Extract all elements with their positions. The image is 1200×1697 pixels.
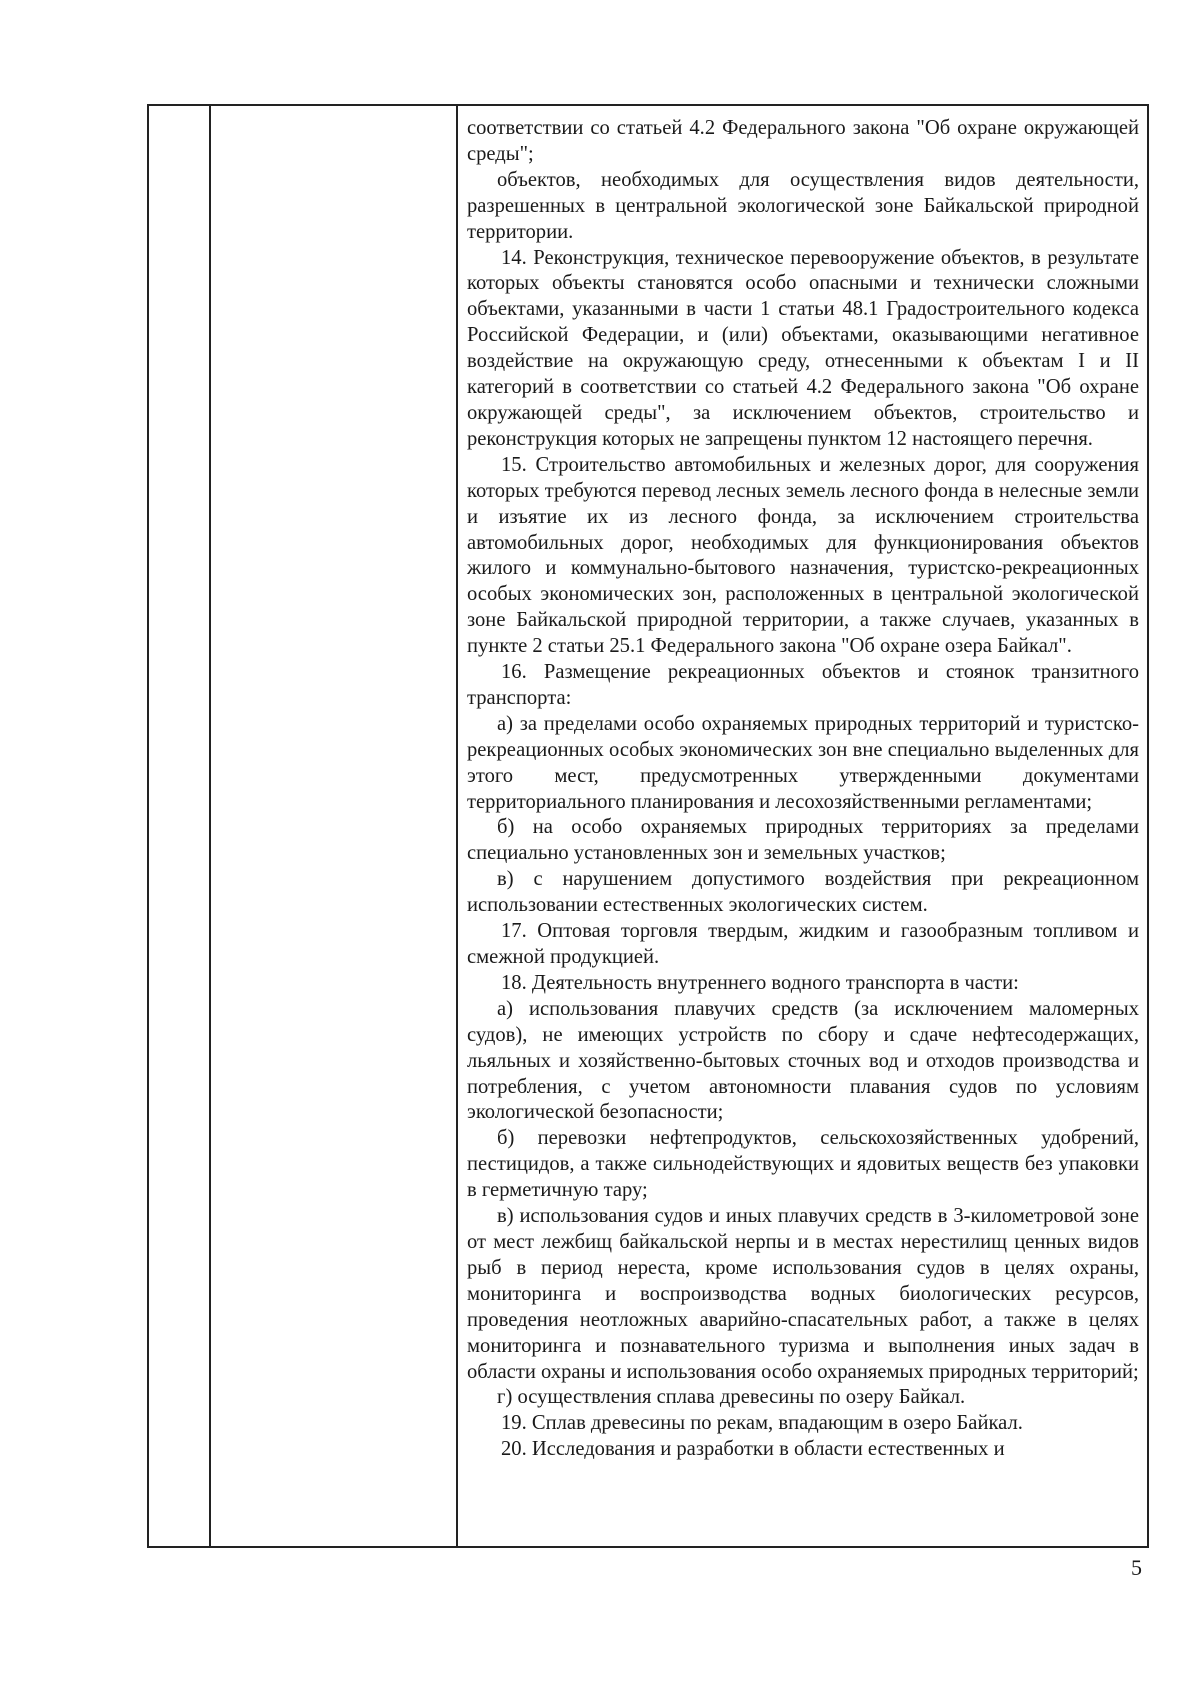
paragraph: соответствии со статьей 4.2 Федерального закона "Об охране окружающей среды";: [467, 117, 1139, 165]
paragraph: 14. Реконструкция, техническое перевооружение объектов, в результате которых объекты становятся особо опасными и технически сложными объектами, указанными в части 1 статьи 48.1 Градостроительного кодекса Российской Федерации, и (или) объектами, оказывающими негативное воздействие на окружающую среду, отнесенными к объектам I и II категорий в соответствии со статьей 4.2 Федерального закона "Об охране окружающей среды", за исключением объектов, строительство и реконструкция которых не запрещены пунктом 12 настоящего перечня.: [467, 246, 1139, 450]
table-column-divider-1: [209, 106, 211, 1546]
paragraph: 18. Деятельность внутреннего водного транспорта в части:: [501, 971, 1019, 994]
paragraph: 19. Сплав древесины по рекам, впадающим в озеро Байкал.: [501, 1412, 1023, 1435]
paragraph: б) перевозки нефтепродуктов, сельскохозяйственных удобрений, пестицидов, а также сильнодействующих и ядовитых веществ без упаковки в герметичную тару;: [467, 1127, 1139, 1202]
paragraph: а) за пределами особо охраняемых природных территорий и туристско-рекреационных особых экономических зон вне специально выделенных для этого мест, предусмотренных утвержденными документами территориального планирования и лесохозяйственными регламентами;: [467, 712, 1139, 813]
document-table: [147, 104, 1149, 1548]
page-number: 5: [1131, 1555, 1142, 1580]
paragraph: б) на особо охраняемых природных территориях за пределами специально установленных зон и земельных участков;: [467, 816, 1139, 865]
paragraph: в) с нарушением допустимого воздействия при рекреационном использовании естественных экологических систем.: [467, 868, 1139, 917]
paragraph: в) использования судов и иных плавучих средств в 3-километровой зоне от мест лежбищ байкальской нерпы и в местах нерестилищ ценных видов рыб в период нереста, кроме использования судов в целях охраны, мониторинга и воспроизводства водных биологических ресурсов, проведения неотложных аварийно-спасательных работ, а также в целях мониторинга и познавательного туризма и выполнения иных задач в области охраны и использования особо охраняемых природных территорий;: [467, 1205, 1139, 1383]
paragraph: 20. Исследования и разработки в области естественных и: [501, 1438, 1005, 1461]
paragraph: объектов, необходимых для осуществления видов деятельности, разрешенных в центральной экологической зоне Байкальской природной территории.: [467, 168, 1139, 243]
paragraph: 17. Оптовая торговля твердым, жидким и газообразным топливом и смежной продукцией.: [467, 920, 1139, 968]
paragraph: г) осуществления сплава древесины по озеру Байкал.: [497, 1386, 966, 1409]
table-text-cell: [467, 116, 1139, 1463]
paragraph: 15. Строительство автомобильных и железных дорог, для сооружения которых требуются перевод лесных земель лесного фонда в нелесные земли и изъятие их из лесного фонда, за исключением строительства автомобильных дорог, необходимых для функционирования объектов жилого и коммунально-бытового назначения, туристско-рекреационных особых экономических зон, расположенных в центральной экологической зоне Байкальской природной территории, а также случаев, указанных в пункте 2 статьи 25.1 Федерального закона "Об охране озера Байкал".: [467, 453, 1139, 658]
table-column-divider-2: [456, 106, 458, 1546]
paragraph: 16. Размещение рекреационных объектов и стоянок транзитного транспорта:: [467, 661, 1139, 709]
paragraph: а) использования плавучих средств (за исключением маломерных судов), не имеющих устройств по сбору и сдаче нефтесодержащих, льяльных и хозяйственно-бытовых сточных вод и отходов производства и потребления, с учетом автономности плавания судов по условиям экологической безопасности;: [467, 997, 1139, 1124]
